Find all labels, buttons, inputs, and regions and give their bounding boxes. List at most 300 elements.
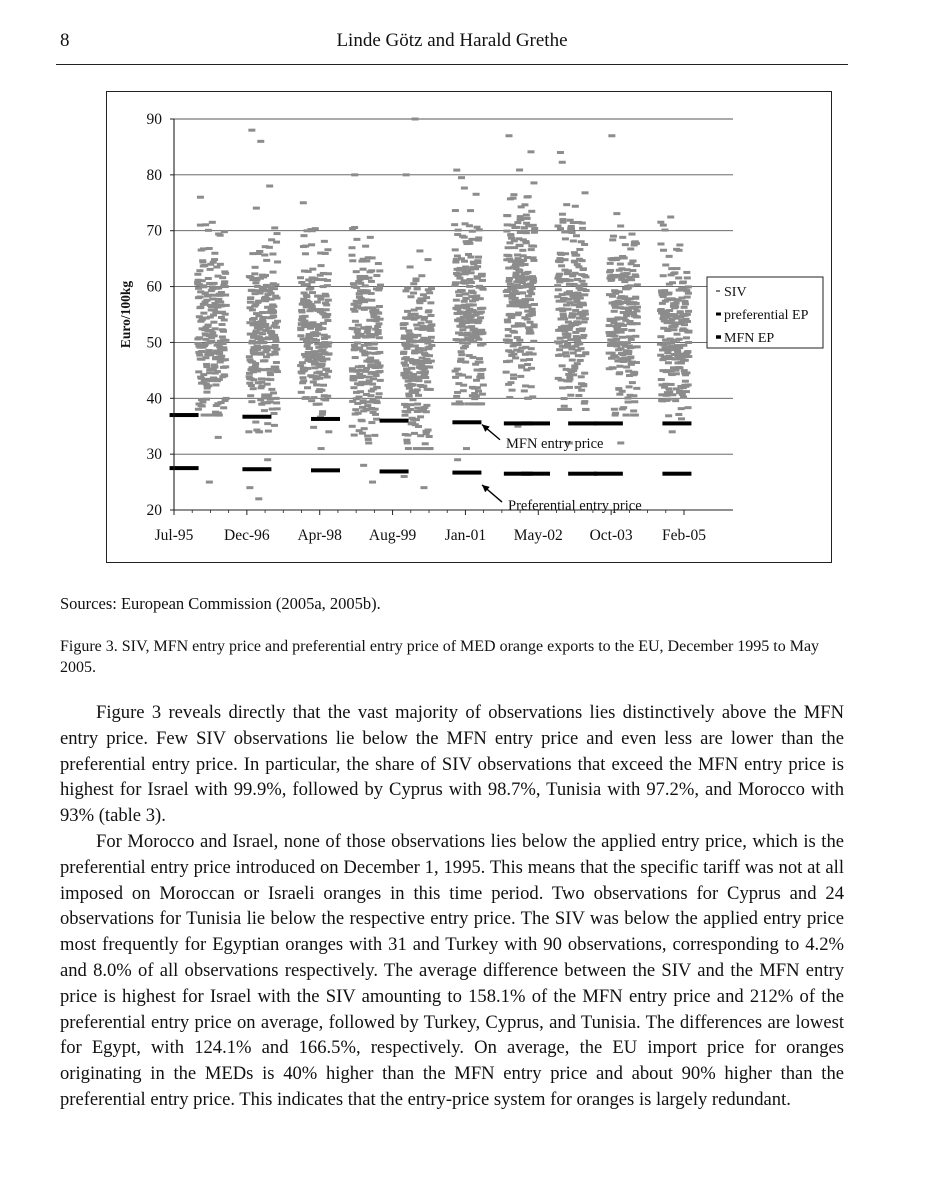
y-axis-title: Euro/100kg (118, 280, 133, 349)
siv-point (246, 486, 253, 489)
siv-point (683, 336, 690, 339)
siv-point (428, 344, 435, 347)
siv-point (273, 348, 280, 351)
siv-point (249, 308, 256, 311)
mfn-annotation-label: MFN entry price (506, 435, 604, 452)
siv-point (353, 238, 360, 241)
siv-point (631, 371, 638, 374)
siv-point (364, 435, 371, 438)
siv-point (529, 395, 536, 398)
siv-point (205, 277, 212, 280)
siv-point (324, 284, 331, 287)
siv-point (271, 424, 278, 427)
siv-point (510, 377, 517, 380)
siv-point (610, 235, 617, 238)
siv-point (682, 359, 689, 362)
siv-point (563, 203, 570, 206)
siv-point (304, 367, 311, 370)
siv-point (360, 401, 367, 404)
siv-point (420, 293, 427, 296)
siv-point (365, 351, 372, 354)
siv-point (428, 336, 435, 339)
siv-point (272, 353, 279, 356)
siv-point (324, 375, 331, 378)
siv-point (351, 173, 358, 176)
siv-point (676, 249, 683, 252)
siv-point (272, 336, 279, 339)
siv-point (554, 284, 561, 287)
siv-point (375, 329, 382, 332)
siv-point (609, 352, 616, 355)
x-tick-label: Apr-98 (297, 527, 342, 544)
siv-point (680, 395, 687, 398)
siv-point (267, 378, 274, 381)
siv-point (376, 351, 383, 354)
siv-point (308, 399, 315, 402)
siv-point (623, 366, 630, 369)
siv-point (474, 265, 481, 268)
siv-point (306, 341, 313, 344)
siv-point (583, 289, 590, 292)
siv-point (249, 340, 256, 343)
siv-point (568, 347, 575, 350)
siv-point (527, 298, 534, 301)
siv-point (221, 318, 228, 321)
siv-point (250, 387, 257, 390)
siv-point (310, 426, 317, 429)
siv-point (415, 394, 422, 397)
siv-point (676, 389, 683, 392)
siv-point (210, 321, 217, 324)
scatter-chart (106, 91, 832, 563)
siv-point (360, 464, 367, 467)
siv-point (557, 227, 564, 230)
siv-point (504, 320, 511, 323)
siv-point (309, 268, 316, 271)
siv-point (424, 380, 431, 383)
siv-point (221, 348, 228, 351)
siv-point (428, 329, 435, 332)
siv-point (415, 379, 422, 382)
siv-point (313, 383, 320, 386)
siv-point (321, 240, 328, 243)
siv-point (410, 398, 417, 401)
siv-point (678, 407, 685, 410)
siv-point (377, 370, 384, 373)
siv-point (524, 217, 531, 220)
siv-point (452, 248, 459, 251)
siv-point (507, 283, 514, 286)
siv-point (197, 295, 204, 298)
siv-point (309, 229, 316, 232)
siv-point (403, 439, 410, 442)
siv-point (273, 297, 280, 300)
siv-point (665, 387, 672, 390)
siv-point (257, 140, 264, 143)
siv-point (196, 354, 203, 357)
siv-point (325, 272, 332, 275)
siv-point (684, 350, 691, 353)
siv-point (515, 343, 522, 346)
figure-sources: Sources: European Commission (2005a, 2005b). (60, 594, 381, 613)
siv-point (248, 400, 255, 403)
siv-point (621, 279, 628, 282)
siv-point (453, 169, 460, 172)
siv-point (666, 255, 673, 258)
siv-point (566, 386, 573, 389)
siv-point (530, 224, 537, 227)
siv-point (372, 408, 379, 411)
mfn-ep-mark (662, 421, 691, 425)
siv-point (369, 256, 376, 259)
siv-point (218, 355, 225, 358)
siv-point (570, 351, 577, 354)
siv-point (478, 376, 485, 379)
siv-point (300, 234, 307, 237)
siv-point (318, 447, 325, 450)
siv-point (362, 336, 369, 339)
siv-point (324, 313, 331, 316)
siv-point (314, 332, 321, 335)
siv-point (262, 323, 269, 326)
siv-point (422, 370, 429, 373)
siv-point (609, 238, 616, 241)
siv-point (260, 320, 267, 323)
siv-point (559, 161, 566, 164)
siv-point (579, 227, 586, 230)
siv-point (375, 322, 382, 325)
siv-point (208, 340, 215, 343)
siv-point (416, 249, 423, 252)
siv-point (272, 339, 279, 342)
siv-point (421, 316, 428, 319)
siv-point (625, 401, 632, 404)
siv-point (573, 234, 580, 237)
siv-point (479, 393, 486, 396)
siv-point (684, 276, 691, 279)
siv-point (578, 240, 585, 243)
y-tick-label: 30 (146, 446, 162, 464)
siv-point (673, 302, 680, 305)
siv-point (574, 362, 581, 365)
siv-point (414, 287, 421, 290)
siv-point (410, 373, 417, 376)
siv-point (478, 402, 485, 405)
siv-point (350, 386, 357, 389)
siv-point (220, 330, 227, 333)
siv-point (523, 231, 530, 234)
siv-point (206, 481, 213, 484)
siv-point (682, 380, 689, 383)
siv-point (525, 195, 532, 198)
siv-point (579, 222, 586, 225)
siv-point (268, 331, 275, 334)
siv-point (412, 344, 419, 347)
siv-point (198, 350, 205, 353)
siv-point (467, 256, 474, 259)
siv-point (458, 350, 465, 353)
siv-point (263, 259, 270, 262)
siv-point (456, 273, 463, 276)
siv-point (322, 398, 329, 401)
mfn-ep-mark (521, 421, 550, 425)
siv-point (211, 334, 218, 337)
siv-point (517, 215, 524, 218)
siv-point (627, 356, 634, 359)
siv-point (633, 302, 640, 305)
x-tick-label: Feb-05 (662, 527, 706, 544)
siv-point (259, 311, 266, 314)
siv-point (300, 379, 307, 382)
siv-point (527, 321, 534, 324)
siv-point (267, 401, 274, 404)
siv-point (362, 245, 369, 248)
siv-point (666, 309, 673, 312)
siv-point (264, 348, 271, 351)
siv-point (607, 269, 614, 272)
siv-point (529, 313, 536, 316)
siv-point (676, 366, 683, 369)
siv-point (370, 377, 377, 380)
siv-point (271, 226, 278, 229)
siv-point (324, 395, 331, 398)
siv-point (255, 497, 262, 500)
siv-point (270, 391, 277, 394)
siv-point (570, 373, 577, 376)
siv-point (477, 316, 484, 319)
siv-point (223, 397, 230, 400)
siv-point (578, 375, 585, 378)
siv-point (479, 368, 486, 371)
siv-point (216, 414, 223, 417)
legend-label: preferential EP (724, 308, 809, 323)
siv-point (363, 259, 370, 262)
siv-point (468, 271, 475, 274)
siv-point (349, 246, 356, 249)
siv-point (197, 306, 204, 309)
siv-point (272, 344, 279, 347)
siv-point (521, 203, 528, 206)
siv-point (572, 272, 579, 275)
siv-point (319, 327, 326, 330)
y-tick-label: 90 (146, 111, 162, 128)
siv-point (527, 331, 534, 334)
siv-point (470, 291, 477, 294)
siv-point (266, 246, 273, 249)
siv-point (517, 375, 524, 378)
siv-point (506, 277, 513, 280)
siv-point (565, 408, 572, 411)
siv-point (514, 336, 521, 339)
x-tick-label: May-02 (513, 527, 563, 544)
siv-point (466, 242, 473, 245)
siv-point (467, 278, 474, 281)
siv-point (417, 447, 424, 450)
siv-point (402, 364, 409, 367)
siv-point (468, 238, 475, 241)
siv-point (426, 354, 433, 357)
siv-point (555, 225, 562, 228)
siv-point (220, 342, 227, 345)
x-tick-label: Jul-95 (154, 527, 194, 544)
siv-point (468, 281, 475, 284)
siv-point (562, 252, 569, 255)
siv-point (459, 289, 466, 292)
siv-point (245, 430, 252, 433)
siv-point (474, 386, 481, 389)
siv-point (477, 373, 484, 376)
siv-point (528, 210, 535, 213)
siv-point (559, 386, 566, 389)
siv-point (318, 389, 325, 392)
siv-point (304, 283, 311, 286)
siv-point (520, 259, 527, 262)
siv-point (402, 289, 409, 292)
siv-point (362, 284, 369, 287)
siv-point (410, 383, 417, 386)
siv-point (612, 335, 619, 338)
siv-point (195, 408, 202, 411)
siv-point (251, 317, 258, 320)
siv-point (478, 329, 485, 332)
siv-point (462, 361, 469, 364)
siv-point (565, 269, 572, 272)
siv-point (561, 317, 568, 320)
siv-point (479, 307, 486, 310)
siv-point (252, 281, 259, 284)
siv-point (413, 277, 420, 280)
siv-point (684, 313, 691, 316)
siv-point (451, 223, 458, 226)
siv-point (506, 339, 513, 342)
siv-point (268, 292, 275, 295)
siv-point (302, 252, 309, 255)
siv-point (203, 398, 210, 401)
siv-point (372, 413, 379, 416)
siv-point (681, 323, 688, 326)
siv-point (213, 266, 220, 269)
siv-point (349, 259, 356, 262)
siv-point (371, 342, 378, 345)
siv-point (456, 277, 463, 280)
siv-point (427, 447, 434, 450)
siv-point (376, 269, 383, 272)
siv-point (222, 294, 229, 297)
siv-point (320, 322, 327, 325)
siv-point (401, 475, 408, 478)
siv-point (526, 358, 533, 361)
siv-point (375, 262, 382, 265)
siv-point (512, 356, 519, 359)
siv-point (617, 441, 624, 444)
siv-point (273, 241, 280, 244)
siv-point (404, 287, 411, 290)
siv-point (607, 262, 614, 265)
siv-point (479, 279, 486, 282)
siv-point (579, 280, 586, 283)
siv-point (427, 388, 434, 391)
siv-point (528, 347, 535, 350)
siv-point (414, 403, 421, 406)
siv-point (373, 274, 380, 277)
siv-point (665, 292, 672, 295)
siv-point (606, 324, 613, 327)
siv-point (375, 312, 382, 315)
siv-point (373, 374, 380, 377)
siv-point (630, 260, 637, 263)
siv-point (369, 383, 376, 386)
siv-point (523, 222, 530, 225)
siv-point (624, 272, 631, 275)
siv-point (571, 260, 578, 263)
siv-point (220, 406, 227, 409)
siv-point (571, 366, 578, 369)
siv-point (412, 391, 419, 394)
siv-point (274, 260, 281, 263)
siv-point (253, 207, 260, 210)
siv-point (403, 173, 410, 176)
siv-point (569, 359, 576, 362)
siv-point (582, 317, 589, 320)
siv-point (479, 273, 486, 276)
siv-point (657, 242, 664, 245)
siv-point (556, 273, 563, 276)
entry-price-marks (170, 413, 692, 476)
siv-point (368, 269, 375, 272)
siv-point (405, 447, 412, 450)
siv-point (207, 268, 214, 271)
siv-point (664, 328, 671, 331)
siv-point (626, 385, 633, 388)
siv-point (466, 224, 473, 227)
siv-point (480, 332, 487, 335)
siv-point (323, 303, 330, 306)
siv-point (273, 401, 280, 404)
siv-point (575, 394, 582, 397)
siv-point (530, 340, 537, 343)
siv-point (503, 371, 510, 374)
siv-point (454, 255, 461, 258)
siv-point (508, 237, 515, 240)
siv-point (633, 387, 640, 390)
siv-point (461, 300, 468, 303)
siv-point (634, 322, 641, 325)
siv-point (458, 358, 465, 361)
siv-point (523, 214, 530, 217)
siv-point (611, 408, 618, 411)
legend-marker (716, 313, 721, 316)
preferential-ep-mark (662, 472, 691, 476)
siv-point (577, 297, 584, 300)
siv-point (217, 234, 224, 237)
body-text (60, 700, 844, 1113)
siv-point (628, 233, 635, 236)
siv-point (426, 435, 433, 438)
siv-point (319, 363, 326, 366)
siv-point (368, 292, 375, 295)
siv-point (256, 250, 263, 253)
siv-point (219, 276, 226, 279)
siv-point (365, 326, 372, 329)
siv-point (199, 401, 206, 404)
siv-point (302, 245, 309, 248)
siv-point (462, 293, 469, 296)
siv-point (683, 390, 690, 393)
siv-point (324, 319, 331, 322)
siv-point (297, 328, 304, 331)
siv-point (513, 226, 520, 229)
siv-point (265, 430, 272, 433)
